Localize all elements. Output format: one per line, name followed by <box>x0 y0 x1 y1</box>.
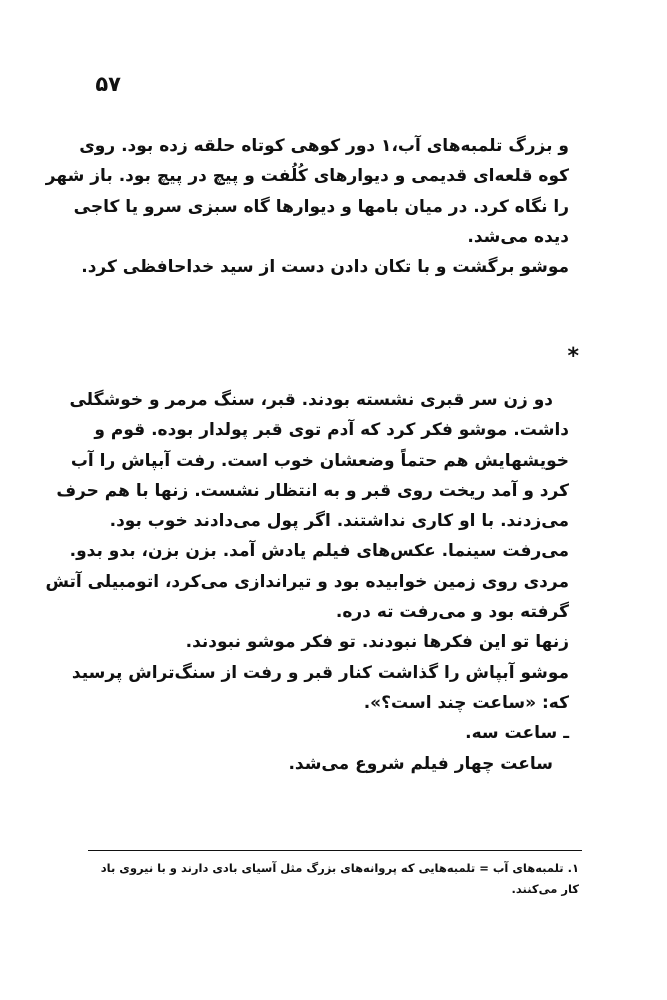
text-line: را نگاه کرد. در میان بامها و دیوارها گاه سبزی سرو یا کاجی <box>73 196 569 217</box>
text-line: و بزرگ تلمبه‌های آب،۱ دور کوهی کوتاه حلقه زده بود. روی <box>79 136 569 156</box>
footnote <box>85 858 579 900</box>
text-line: موشو برگشت و با تکان دادن دست از سید خداحافظی کرد. <box>81 257 569 278</box>
paragraph-2 <box>45 385 569 779</box>
text-line: دو زن سر قبری نشسته بودند. قبر، سنگ مرمر و خوشگلی <box>69 390 553 410</box>
text-line: گرفته بود و می‌رفت ته دره. <box>335 602 569 623</box>
text-line: می‌رفت سینما. عکس‌های فیلم یادش آمد. بزن بزن، بدو بدو. <box>69 541 569 562</box>
text-line: داشت. موشو فکر کرد که آدم توی قبر پولدار بوده. قوم و <box>94 420 569 441</box>
footnote-line: ۱. تلمبه‌های آب = تلمبه‌هایی که پروانه‌های بزرگ مثل آسیای بادی دارند و با نیروی باد <box>100 861 579 875</box>
text-line: می‌زدند. با او کاری نداشتند. اگر پول می‌دادند خوب بود. <box>109 511 569 532</box>
text-line: زنها تو این فکرها نبودند. تو فکر موشو نبودند. <box>185 632 569 653</box>
text-line: ـ ساعت سه. <box>465 723 569 744</box>
page-number: ۵۷ <box>95 72 121 96</box>
footnote-line: کار می‌کنند. <box>511 882 579 896</box>
text-line: کرد و آمد ریخت روی قبر و به انتظار نشست. زنها با هم حرف <box>56 480 569 501</box>
section-separator: * <box>567 344 579 369</box>
text-line: موشو آبپاش را گذاشت کنار قبر و رفت از سنگ‌تراش پرسید <box>71 662 569 683</box>
footnote-divider <box>88 850 582 851</box>
text-line: مردی روی زمین خوابیده بود و تیراندازی می‌کرد، اتومبیلی آتش <box>45 571 569 592</box>
text-line: دیده می‌شد. <box>467 226 569 247</box>
paragraph-1 <box>45 131 569 282</box>
text-line: ساعت چهار فیلم شروع می‌شد. <box>288 753 553 774</box>
text-line: کوه قلعه‌ای قدیمی و دیوارهای کُلُفت و پیچ در پیچ بود. باز شهر <box>45 166 569 187</box>
text-line: خویشهایش هم حتماً وضعشان خوب است. رفت آبپاش را آب <box>70 450 569 471</box>
text-line: که: «ساعت چند است؟». <box>363 692 569 713</box>
